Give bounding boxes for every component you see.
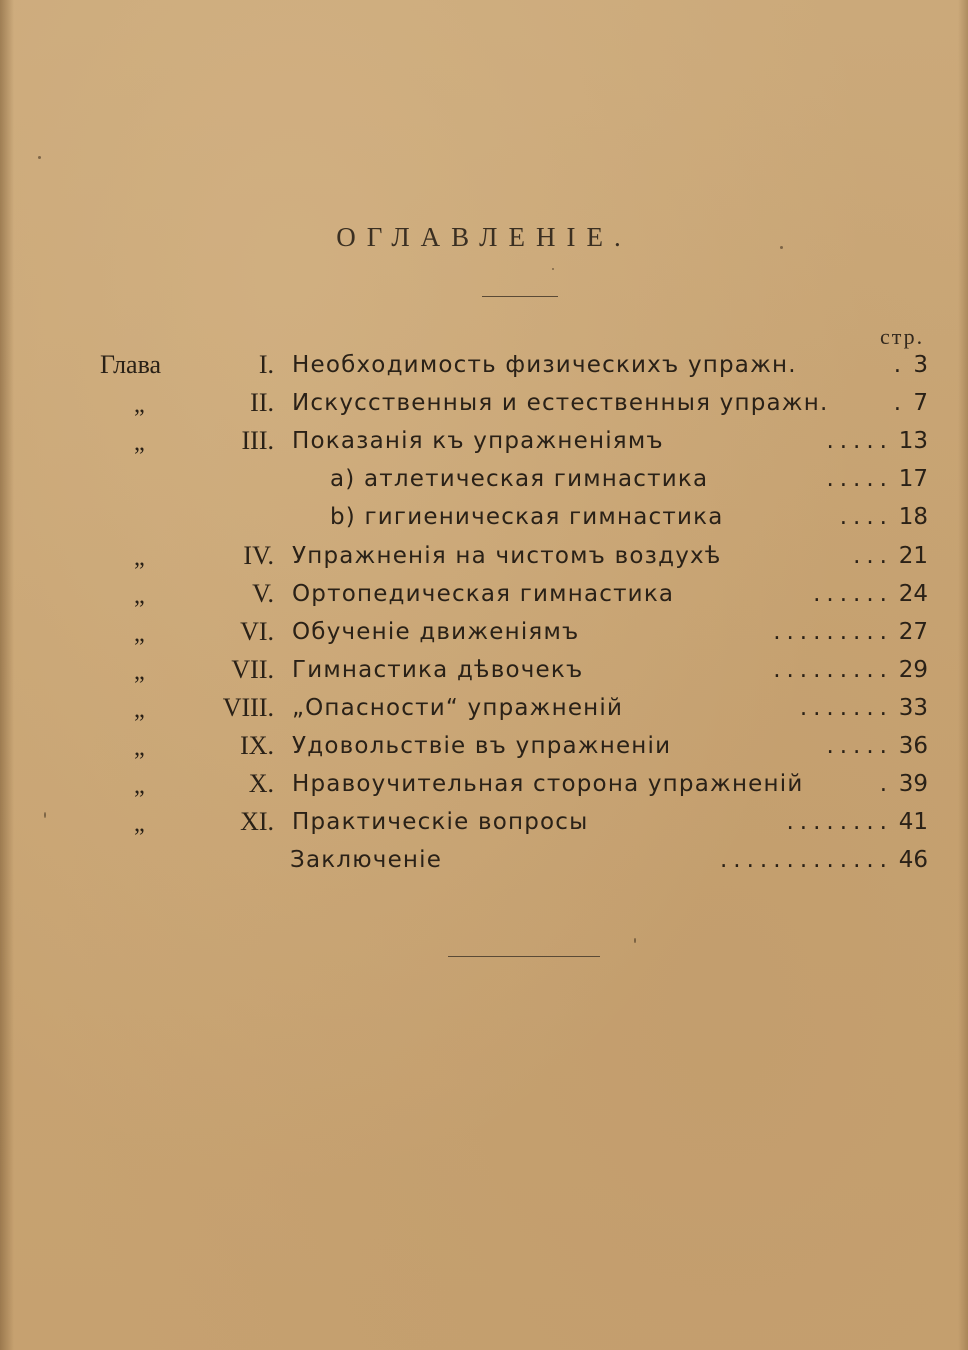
chapter-numeral: IX.	[240, 731, 274, 760]
toc-entry	[0, 541, 968, 579]
dot-leader: .....	[826, 466, 893, 493]
ditto-mark: „	[134, 430, 145, 457]
paper-speck	[552, 268, 554, 270]
chapter-numeral: VI.	[240, 616, 274, 646]
dot-leader: ....	[839, 504, 893, 531]
ditto-mark: „	[134, 811, 145, 838]
entry-title: Заключеніе	[290, 847, 443, 874]
toc-entry	[0, 579, 968, 617]
chapter-numeral: XI.	[240, 807, 274, 837]
dot-leader: .........	[773, 618, 893, 645]
page-number: 3	[913, 352, 928, 378]
chapter-numeral: IV.	[243, 540, 274, 570]
dot-leader: .........	[773, 656, 893, 683]
toc-entry	[0, 693, 968, 731]
page-number: 39	[898, 771, 928, 798]
toc-entry	[0, 388, 968, 426]
page-number: 24	[898, 580, 928, 607]
page-number: 41	[898, 809, 928, 836]
bottom-divider	[448, 956, 600, 957]
entry-title: Практическіе вопросы	[292, 809, 589, 836]
chapter-word: Глава	[100, 350, 162, 379]
ditto-mark: „	[134, 582, 145, 609]
entry-title: b) гигиеническая гимнастика	[330, 504, 724, 531]
toc-entry	[0, 731, 968, 769]
toc-entry	[0, 426, 968, 464]
entry-title: Гимнастика дѣвочекъ	[292, 656, 584, 683]
toc-entry	[0, 655, 968, 693]
toc-entry	[0, 769, 968, 807]
dot-leader: .....	[826, 428, 893, 455]
entry-title: Удовольствіе въ упражненіи	[292, 733, 672, 759]
toc-entry	[0, 350, 968, 388]
entry-title: Необходимость физическихъ упражн.	[292, 352, 797, 378]
entry-title: Нравоучительная сторона упражненій	[292, 771, 804, 798]
chapter-numeral: X.	[248, 769, 274, 799]
entry-title: Упражненія на чистомъ воздухѣ	[292, 542, 722, 569]
ditto-mark: „	[134, 696, 145, 723]
dot-leader: ......	[813, 580, 893, 607]
dot-leader: .	[879, 771, 893, 798]
page-number: 36	[898, 733, 928, 759]
dot-leader: .....	[826, 733, 893, 759]
dot-leader: .	[893, 390, 907, 417]
chapter-numeral: I.	[258, 350, 274, 379]
dot-leader: ...	[853, 542, 893, 569]
dot-leader: .......	[799, 694, 893, 721]
chapter-numeral: III.	[241, 426, 274, 456]
page-number: 46	[898, 847, 928, 874]
ditto-mark: „	[134, 735, 145, 761]
dot-leader: .............	[719, 847, 893, 874]
toc-entry	[0, 464, 968, 502]
ditto-mark: „	[134, 773, 145, 800]
page-number: 13	[898, 428, 928, 455]
page-number: 27	[898, 618, 928, 645]
ditto-mark: „	[134, 544, 145, 571]
dot-leader: ........	[786, 809, 893, 836]
chapter-numeral: II.	[250, 388, 274, 418]
entry-title: a) атлетическая гимнастика	[330, 466, 709, 493]
paper-speck	[634, 938, 636, 943]
page-number: 29	[898, 656, 928, 683]
paper-speck	[44, 812, 46, 818]
toc-entry	[0, 502, 968, 540]
page-number: 21	[898, 542, 928, 569]
chapter-numeral: VII.	[231, 654, 274, 684]
ditto-mark: „	[134, 658, 145, 685]
page-title: ОГЛАВЛЕНІЕ.	[336, 222, 632, 252]
paper-speck	[38, 156, 41, 159]
chapter-numeral: VIII.	[222, 692, 274, 722]
entry-title: Обученіе движеніямъ	[292, 618, 580, 645]
page-column-label: стр.	[880, 324, 925, 349]
toc-entry	[0, 845, 968, 883]
title-divider	[482, 296, 558, 297]
page-number: 18	[898, 504, 928, 531]
chapter-numeral: V.	[252, 578, 274, 608]
entry-title: Ортопедическая гимнастика	[292, 580, 675, 607]
dot-leader: .	[893, 352, 907, 378]
toc-entry	[0, 617, 968, 655]
page-number: 17	[898, 466, 928, 493]
entry-title: „Опасности“ упражненій	[292, 694, 624, 721]
ditto-mark: „	[134, 392, 145, 419]
entry-title: Искусственныя и естественныя упражн.	[292, 390, 829, 417]
toc-entry	[0, 807, 968, 845]
ditto-mark: „	[134, 620, 145, 647]
page-number: 33	[898, 694, 928, 721]
paper-speck	[780, 246, 783, 249]
entry-title: Показанія къ упражненіямъ	[292, 428, 664, 455]
page-number: 7	[913, 390, 928, 417]
